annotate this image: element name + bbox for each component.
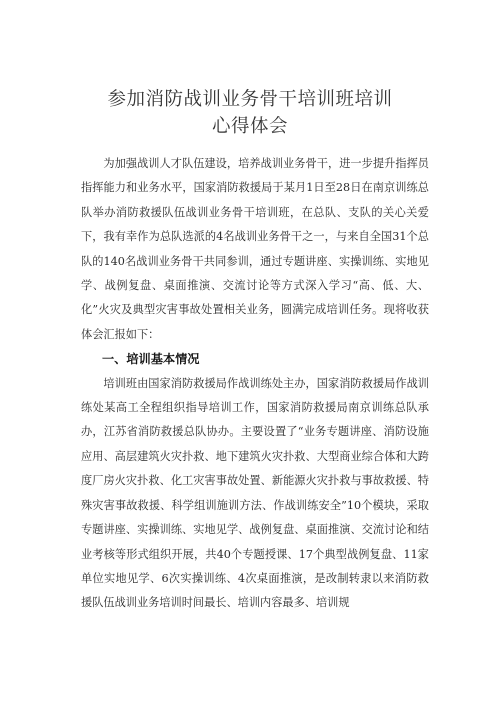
intro-paragraph: 为加强战训人才队伍建设，培养战训业务骨干，进一步提升指挥员指挥能力和业务水平，国家消防救援局于某月1日至28日在南京训练总队举办消防救援队伍战训业务骨干培训班，在总队、支队的关心关爱下，我有幸作为总队选派的4名战训业务骨干之一，与来自全国31个总队的140名战训业务骨干共同参训，通过专题讲座、实操训练、实地见学、战例复盘、桌面推演、交流讨论等方式深入学习“高、低、大、化”火灾及典型灾害事故处置相关业务，圆满完成培训任务。现将收获体会汇报如下：: [81, 157, 429, 341]
title-line-2: 心得体会: [211, 116, 288, 137]
section-heading-basic-info: 一、培训基本情况: [102, 352, 200, 367]
document-title: [0, 86, 500, 140]
title-line-1: 参加消防战训业务骨干培训班培训: [107, 89, 393, 110]
document-body: [81, 152, 429, 616]
training-overview-paragraph: 培训班由国家消防救援局作战训练处主办，国家消防救援局作战训练处某高工全程组织指导培训工作，国家消防救援局南京训练总队承办，江苏省消防救援总队协办。主要设置了“业务专题讲座、消防设施应用、高层建筑火灾扑救、地下建筑火灾扑救、大型商业综合体和大跨度厂房火灾扑救、化工灾害事故处置、新能源火灾扑救与事故救援、特殊灾害事故救援、科学组训施训方法、作战训练安全”10个模块，采取专题讲座、实操训练、实地见学、战例复盘、桌面推演、交流讨论和结业考核等形式组织开展，共40个专题授课、17个典型战例复盘、11家单位实地见学、6次实操训练、4次桌面推演，是改制转隶以来消防救援队伍战训业务培训时间最长、培训内容最多、培训规: [81, 376, 429, 610]
